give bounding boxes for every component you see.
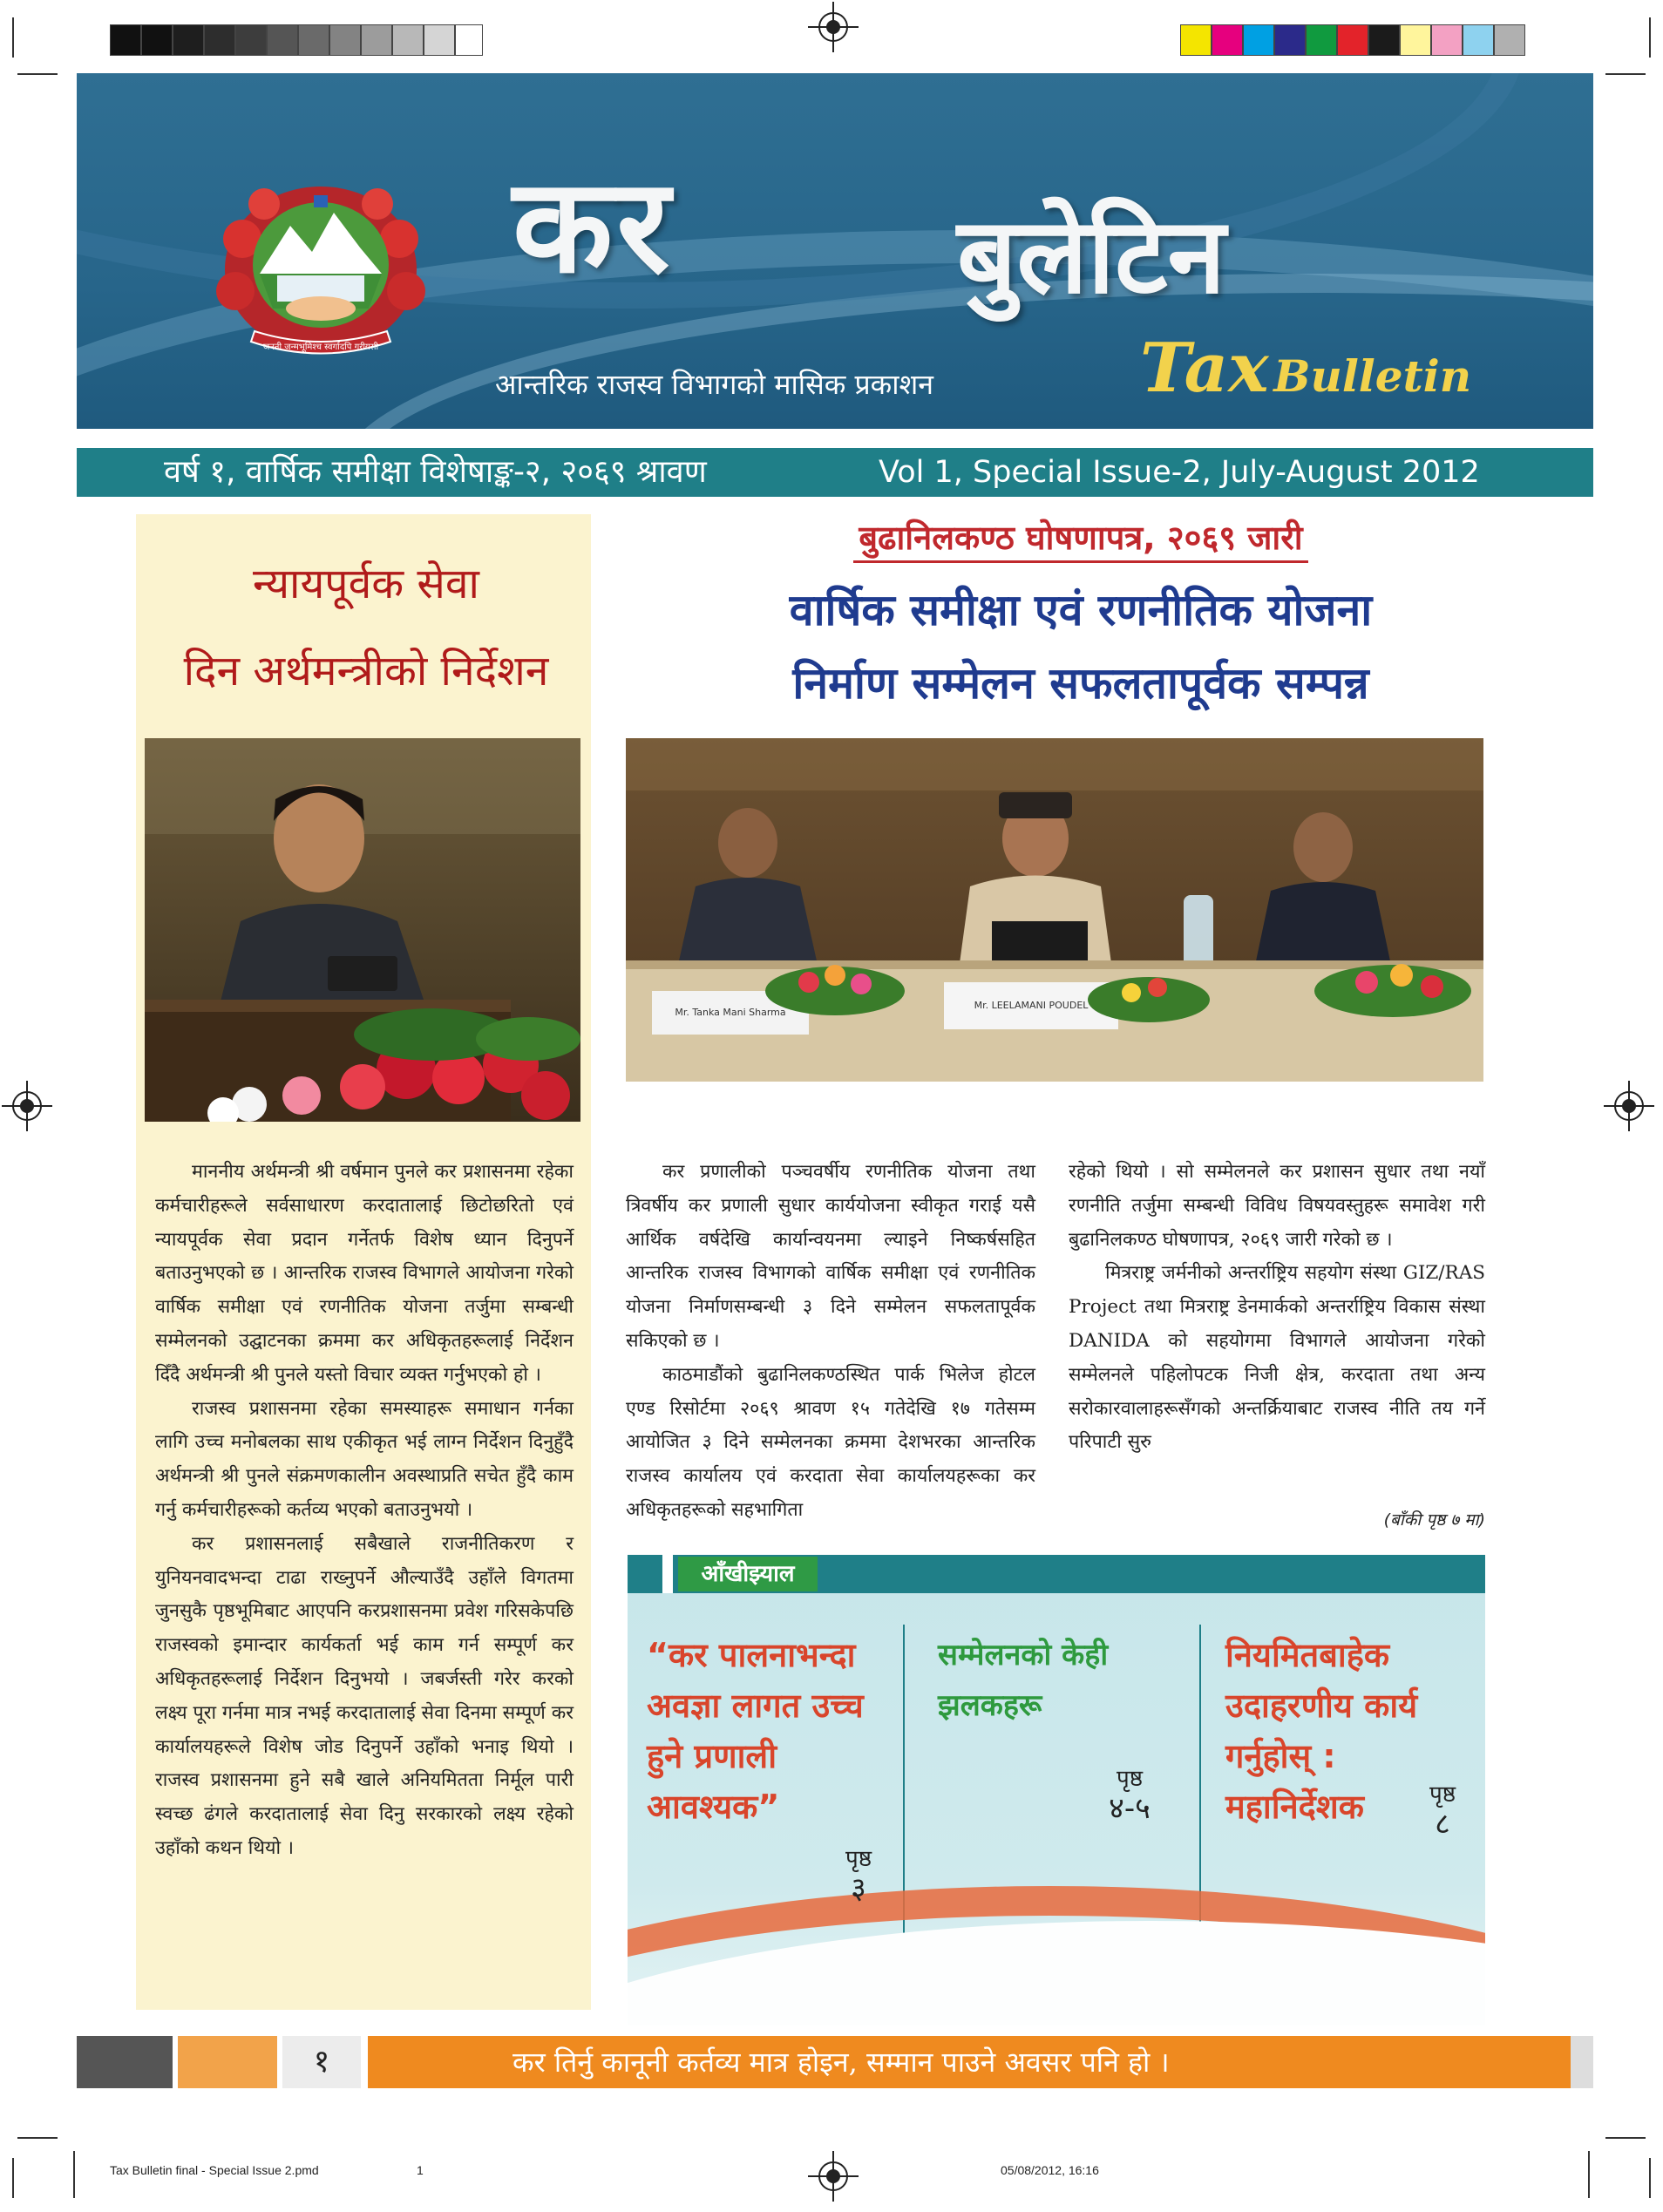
aankhijhyal-box: [628, 1555, 1485, 2025]
aankhijhyal-page-ref-1: [828, 1844, 889, 1906]
aankhijhyal-teaser-2[interactable]: सम्मेलनको केही झलकहरू: [938, 1638, 1109, 1723]
page-ref-number: ४-५: [1109, 1791, 1151, 1826]
main-story-kicker: [610, 514, 1551, 560]
left-headline-line2: दिन अर्थमन्त्रीको निर्देशन: [183, 647, 549, 695]
nameplate-left: Mr. Tanka Mani Sharma: [675, 1007, 786, 1018]
masthead-english-bulletin: Bulletin: [1273, 350, 1472, 402]
main-story-column-2: [1069, 1156, 1485, 1460]
page-number: १: [282, 2036, 361, 2088]
main-story-kicker-text: बुढानिलकण्ठ घोषणापत्र, २०६९ जारी: [853, 519, 1307, 563]
grayscale-color-bar: [110, 12, 483, 44]
conference-panel-photo: [626, 738, 1483, 1082]
page-ref-label: पृष्ठ: [1116, 1766, 1144, 1792]
masthead-english-title: [1140, 329, 1472, 408]
crop-mark: [1605, 2137, 1646, 2139]
aankhijhyal-teaser-1[interactable]: “कर पालनाभन्दा अवज्ञा लागत उच्च हुने प्रणाली आवश्यक”: [647, 1636, 864, 1826]
crop-mark: [12, 2158, 14, 2198]
main-story-paragraph: रहेको थियो । सो सम्मेलनले कर प्रशासन सुधार तथा नयाँ रणनीति तर्जुमा सम्बन्धी विविध विषयवस्तुहरू समावेश गरी बुढानिलकण्ठ घोषणापत्र, २०६९ जारी गरेको छ ।: [1069, 1161, 1485, 1251]
left-story-body: [155, 1156, 574, 1866]
main-story-paragraph: कर प्रणालीको पञ्चवर्षीय रणनीतिक योजना तथा त्रिवर्षीय कर प्रणाली सुधार कार्ययोजना स्वीकृत गराई यसै आर्थिक वर्षदेखि कार्यान्वयनमा ल्याइने निष्कर्षसहित आन्तरिक राजस्व विभागको वार्षिक समीक्षा एवं रणनीतिक योजना निर्माणसम्बन्धी ३ दिने सम्मेलन सफलतापूर्वक सकिएको छ ।: [626, 1161, 1035, 1352]
crop-mark: [1588, 2151, 1590, 2198]
page-ref-label: पृष्ठ: [845, 1846, 872, 1872]
main-story-headline-line2: निर्माण सम्मेलन सफलतापूर्वक सम्पन्न: [792, 658, 1369, 709]
left-story-paragraph: कर प्रशासनलाई सबैखाले राजनीतिकरण र युनियनवादभन्दा टाढा राख्नुपर्ने औल्याउँदै उहाँले विगतमा जुनसुकै पृष्ठभूमिबाट आएपनि करप्रशासनमा प्रवेश गरिसकेपछि राजस्वको इमान्दार कार्यकर्ता भई काम गर्न सम्पूर्ण कर अधिकृतहरूलाई निर्देशन दिनुभयो । जबर्जस्ती गरेर करको लक्ष्य पूरा गर्नमा मात्र नभई करदातालाई सेवा दिनमा सम्पूर्ण कर कार्यालयहरूले विशेष जोड दिनुपर्ने उहाँको भनाइ थियो । राजस्व प्रशासनमा हुने सबै खाले अनियमितता निर्मूल पारी स्वच्छ ढंगले करदातालाई सेवा दिनु सरकारको लक्ष्य रहेको उहाँको कथन थियो ।: [155, 1532, 574, 1859]
masthead-title-kar: कर: [512, 149, 674, 302]
crop-mark: [17, 2137, 58, 2139]
left-story-paragraph: माननीय अर्थमन्त्री श्री वर्षमान पुनले कर प्रशासनमा रहेका कर्मचारीहरूले सर्वसाधारण करदातालाई छिटोछरितो एवं न्यायपूर्वक सेवा प्रदान गर्नेतर्फ विशेष ध्यान दिनुपर्ने बताउनुभएको छ । आन्तरिक राजस्व विभागले आयोजना गरेको वार्षिक समीक्षा एवं रणनीतिक योजना तर्जुमा सम्बन्धी सम्मेलनको उद्घाटनका क्रममा कर अधिकृतहरूलाई निर्देशन दिँदै अर्थमन्त्री श्री पुनले यस्तो विचार व्यक्त गर्नुभएको हो ।: [155, 1161, 574, 1386]
registration-mark-right: [1614, 1091, 1644, 1121]
aankhijhyal-page-ref-2: [1095, 1764, 1164, 1826]
page-ref-label: पृष्ठ: [1429, 1781, 1456, 1808]
aankhijhyal-label: आँखीझ्याल: [678, 1557, 818, 1591]
crop-mark: [17, 73, 58, 75]
registration-mark-left: [12, 1091, 42, 1121]
page-ref-number: ८: [1435, 1807, 1450, 1842]
slug-page: 1: [417, 2163, 424, 2177]
issue-info-nepali: वर्ष १, वार्षिक समीक्षा विशेषाङ्क-२, २०६९ श्रावण: [164, 454, 707, 490]
main-story-headline-line1: वार्षिक समीक्षा एवं रणनीतिक योजना: [789, 585, 1373, 635]
masthead-subtitle: आन्तरिक राजस्व विभागको मासिक प्रकाशन: [495, 368, 934, 401]
left-story-headline: [139, 540, 593, 715]
crop-mark: [1649, 17, 1651, 58]
footer-bar: [77, 2036, 1593, 2088]
nepal-coat-of-arms-emblem: [216, 178, 425, 370]
nameplate-center: Mr. LEELAMANI POUDEL: [974, 1000, 1089, 1011]
registration-mark-top: [818, 12, 848, 42]
crop-mark: [1605, 73, 1646, 75]
left-story-paragraph: राजस्व प्रशासनमा रहेका समस्याहरू समाधान गर्नका लागि उच्च मनोबलका साथ एकीकृत भई लाग्न निर्देशन दिनुहुँदै अर्थमन्त्री श्री पुनले संक्रमणकालीन अवस्थाप्रति सचेत हुँदै काम गर्नु कर्मचारीहरूको कर्तव्य भएको बताउनुभयो ।: [155, 1397, 574, 1521]
left-headline-line1: न्यायपूर्वक सेवा: [253, 560, 479, 608]
slug-filename: Tax Bulletin final - Special Issue 2.pmd: [110, 2163, 319, 2177]
finance-minister-speaking-photo: [145, 738, 580, 1122]
masthead: [77, 73, 1593, 429]
registration-mark-bottom: [818, 2161, 848, 2191]
masthead-english-tax: Tax: [1140, 329, 1269, 408]
footer-slogan: कर तिर्नु कानूनी कर्तव्य मात्र होइन, सम्मान पाउने अवसर पनि हो ।: [512, 2046, 1170, 2079]
slug-timestamp: 05/08/2012, 16:16: [1001, 2163, 1099, 2177]
emblem-motto: जननी जन्मभूमिश्च स्वर्गादपि गरीयसी: [262, 343, 379, 352]
crop-mark: [12, 17, 14, 58]
main-story-paragraph: काठमाडौंको बुढानिलकण्ठस्थित पार्क भिलेज होटल एण्ड रिसोर्टमा २०६९ श्रावण १५ गतेदेखि १७ गतेसम्म आयोजित ३ दिने सम्मेलनका क्रममा देशभरका आन्तरिक राजस्व कार्यालय एवं करदाता सेवा कार्यालयहरूका कर अधिकृतहरूको सहभागिता: [626, 1363, 1035, 1521]
continued-on-page: (बाँकी पृष्ठ ७ मा): [1383, 1510, 1485, 1530]
aankhijhyal-teaser-3[interactable]: नियमितबाहेक उदाहरणीय कार्य गर्नुहोस् : महानिर्देशक: [1225, 1636, 1418, 1826]
issue-info-bar: [77, 448, 1593, 497]
crop-mark: [1649, 2158, 1651, 2198]
aankhijhyal-page-ref-3: [1412, 1780, 1473, 1842]
issue-info-english: Vol 1, Special Issue-2, July-August 2012: [879, 455, 1480, 490]
main-story-column-1: [626, 1156, 1035, 1528]
main-story-paragraph: मित्रराष्ट्र जर्मनीको अन्तर्राष्ट्रिय सहयोग संस्था GIZ/RAS Project तथा मित्रराष्ट्र डेनमार्कको अन्तर्राष्ट्रिय विकास संस्था DANIDA को सहयोगमा विभागले आयोजना गरेको सम्मेलनले पहिलोपटक निजी क्षेत्र, करदाता तथा अन्य सरोकारवालाहरूसँगको अन्तर्क्रियाबाट राजस्व नीति तय गर्ने परिपाटी सुरु: [1069, 1262, 1485, 1454]
masthead-title-bulletin: बुलेटिन: [957, 194, 1226, 317]
crop-mark: [73, 2151, 75, 2198]
process-color-bar: [1180, 12, 1553, 44]
page-ref-number: ३: [851, 1871, 866, 1906]
